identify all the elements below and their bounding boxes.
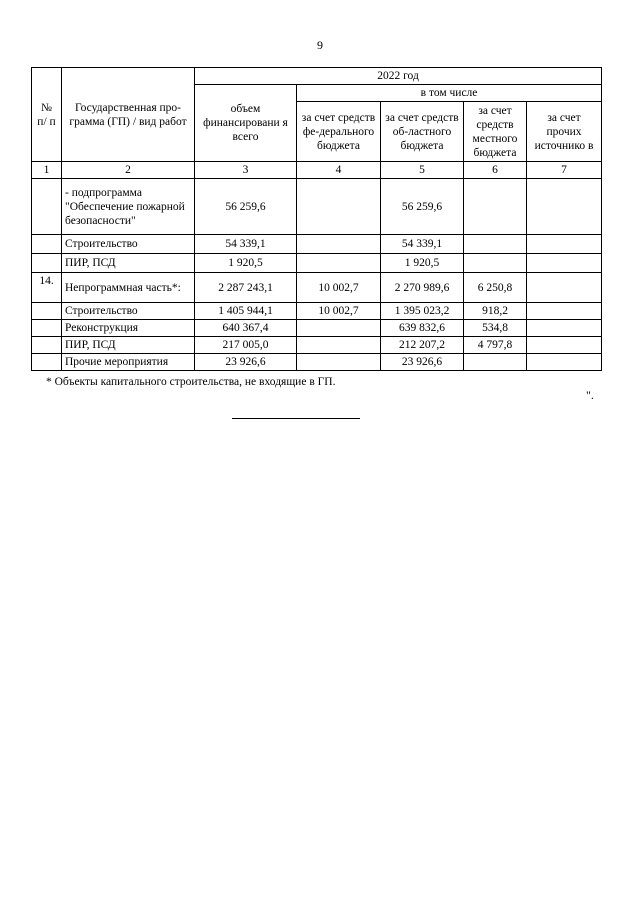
row-other <box>527 254 602 273</box>
row-federal <box>297 254 381 273</box>
row-num <box>32 254 62 273</box>
row-regional: 639 832,6 <box>381 320 464 337</box>
row-num <box>32 354 62 371</box>
row-num <box>32 337 62 354</box>
row-total: 54 339,1 <box>195 235 297 254</box>
row-federal: 10 002,7 <box>297 303 381 320</box>
row-name: ПИР, ПСД <box>62 337 195 354</box>
row-federal: 10 002,7 <box>297 273 381 303</box>
closing-quote-mark: ". <box>586 388 594 402</box>
row-other <box>527 303 602 320</box>
col-number-3: 3 <box>195 162 297 179</box>
row-total: 217 005,0 <box>195 337 297 354</box>
row-name: ПИР, ПСД <box>62 254 195 273</box>
row-federal <box>297 235 381 254</box>
header-program: Государственная про-грамма (ГП) / вид работ <box>62 68 195 162</box>
table-row <box>32 303 602 320</box>
row-local <box>464 254 527 273</box>
header-other: за счет прочих источнико в <box>527 102 602 162</box>
row-num: 14. <box>32 273 62 303</box>
row-num <box>32 303 62 320</box>
header-num: № п/ п <box>32 68 62 162</box>
row-name: Строительство <box>62 303 195 320</box>
row-regional: 54 339,1 <box>381 235 464 254</box>
row-other <box>527 320 602 337</box>
row-other <box>527 354 602 371</box>
row-total: 56 259,6 <box>195 179 297 235</box>
table-row <box>32 179 602 235</box>
financing-table <box>31 67 602 371</box>
row-name: Строительство <box>62 235 195 254</box>
row-regional: 56 259,6 <box>381 179 464 235</box>
row-name: Реконструкция <box>62 320 195 337</box>
row-name: Непрограммная часть*: <box>62 273 195 303</box>
col-number-2: 2 <box>62 162 195 179</box>
row-num <box>32 235 62 254</box>
row-total: 1 920,5 <box>195 254 297 273</box>
row-local: 918,2 <box>464 303 527 320</box>
row-local: 534,8 <box>464 320 527 337</box>
row-total: 23 926,6 <box>195 354 297 371</box>
row-local <box>464 179 527 235</box>
col-number-7: 7 <box>527 162 602 179</box>
row-federal <box>297 320 381 337</box>
row-regional: 1 920,5 <box>381 254 464 273</box>
row-other <box>527 179 602 235</box>
row-federal <box>297 179 381 235</box>
col-number-6: 6 <box>464 162 527 179</box>
row-name: Прочие мероприятия <box>62 354 195 371</box>
row-federal <box>297 337 381 354</box>
col-number-4: 4 <box>297 162 381 179</box>
row-regional: 23 926,6 <box>381 354 464 371</box>
col-number-5: 5 <box>381 162 464 179</box>
row-local: 6 250,8 <box>464 273 527 303</box>
row-other <box>527 273 602 303</box>
header-local: за счет средств местного бюджета <box>464 102 527 162</box>
row-total: 2 287 243,1 <box>195 273 297 303</box>
table-row <box>32 273 602 303</box>
row-regional: 2 270 989,6 <box>381 273 464 303</box>
header-federal: за счет средств фе-дерального бюджета <box>297 102 381 162</box>
row-name: - подпрограмма "Обеспечение пожарной безопасности" <box>62 179 195 235</box>
header-regional: за счет средств об-ластного бюджета <box>381 102 464 162</box>
row-local <box>464 235 527 254</box>
header-including: в том числе <box>297 85 602 102</box>
table-row <box>32 337 602 354</box>
row-regional: 212 207,2 <box>381 337 464 354</box>
header-year: 2022 год <box>195 68 602 85</box>
footnote: * Объекты капитального строительства, не входящие в ГП. <box>46 376 336 388</box>
page-number: 9 <box>317 38 323 52</box>
row-total: 640 367,4 <box>195 320 297 337</box>
row-regional: 1 395 023,2 <box>381 303 464 320</box>
row-num <box>32 179 62 235</box>
row-local: 4 797,8 <box>464 337 527 354</box>
header-total: объем финансировани я всего <box>195 85 297 162</box>
row-num <box>32 320 62 337</box>
row-other <box>527 337 602 354</box>
row-local <box>464 354 527 371</box>
col-number-1: 1 <box>32 162 62 179</box>
table-row <box>32 254 602 273</box>
table-row <box>32 354 602 371</box>
row-federal <box>297 354 381 371</box>
separator-line <box>232 418 360 419</box>
row-other <box>527 235 602 254</box>
row-total: 1 405 944,1 <box>195 303 297 320</box>
table-row <box>32 320 602 337</box>
table-row <box>32 235 602 254</box>
